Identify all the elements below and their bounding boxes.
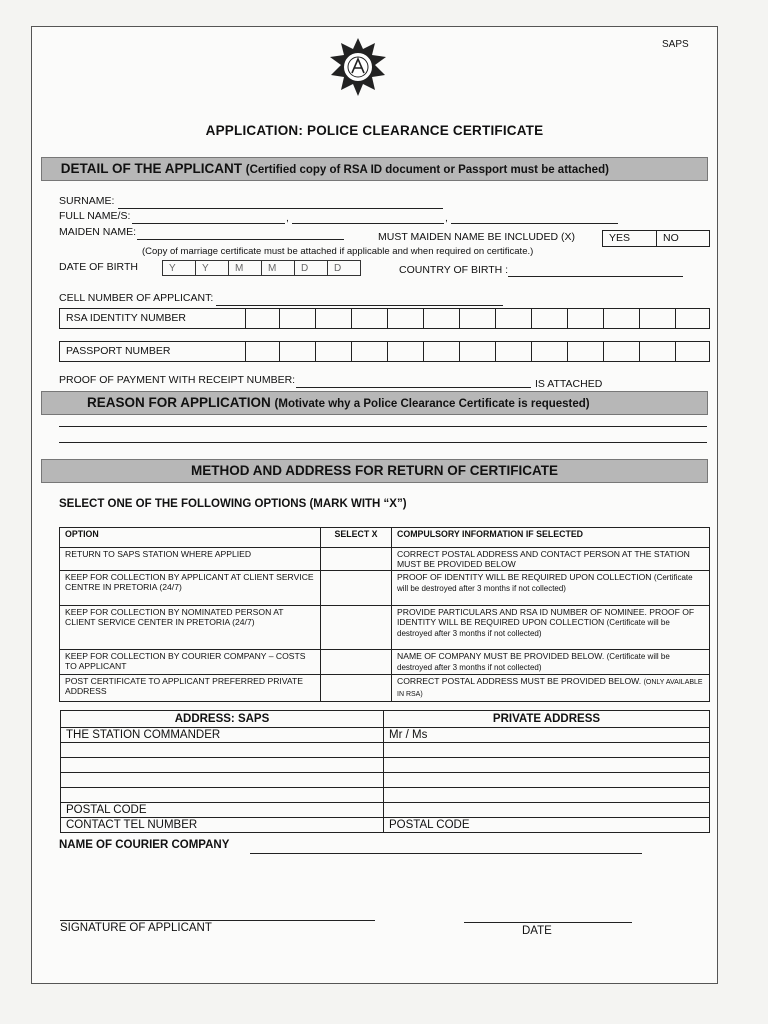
surname-label: SURNAME: — [59, 195, 115, 207]
applicant-section-header — [41, 157, 708, 181]
country-field[interactable] — [508, 276, 683, 277]
rsa-id-label: RSA IDENTITY NUMBER — [66, 312, 186, 324]
applicant-note: (Certified copy of RSA ID document or Passport must be attached) — [245, 164, 609, 176]
maiden-no-box[interactable]: NO — [656, 230, 710, 247]
cell-label: CELL NUMBER OF APPLICANT: — [59, 292, 214, 304]
maiden-included-label: MUST MAIDEN NAME BE INCLUDED (X) — [378, 231, 575, 243]
passport-field[interactable] — [59, 341, 710, 362]
select-cell[interactable] — [321, 548, 392, 571]
dob-cell[interactable]: Y — [195, 260, 229, 276]
payment-label: PROOF OF PAYMENT WITH RECEIPT NUMBER: — [59, 374, 296, 386]
dob-cell[interactable]: M — [261, 260, 295, 276]
private-address-line[interactable] — [384, 803, 710, 818]
private-address-line[interactable] — [384, 788, 710, 803]
saps-address-line[interactable] — [61, 773, 384, 788]
maiden-label: MAIDEN NAME: — [59, 226, 137, 238]
table-row — [60, 548, 710, 571]
select-cell[interactable] — [321, 571, 392, 606]
select-cell[interactable] — [321, 650, 392, 675]
method-section-header — [41, 459, 708, 483]
option-text: KEEP FOR COLLECTION BY NOMINATED PERSON AT CLIENT SERVICE CENTER IN PRETORIA (24/7) — [60, 606, 321, 650]
dob-cell[interactable]: D — [294, 260, 328, 276]
table-row — [60, 675, 710, 702]
payment-field[interactable] — [296, 387, 531, 388]
private-address-heading: PRIVATE ADDRESS — [384, 711, 710, 728]
option-text: POST CERTIFICATE TO APPLICANT PREFERRED PRIVATE ADDRESS — [60, 675, 321, 702]
saps-postal-code[interactable]: POSTAL CODE — [61, 803, 384, 818]
private-postal-code[interactable]: POSTAL CODE — [384, 818, 710, 833]
dob-field[interactable] — [162, 260, 360, 276]
passport-label: PASSPORT NUMBER — [66, 345, 171, 357]
saps-contact-tel[interactable]: CONTACT TEL NUMBER — [61, 818, 384, 833]
select-cell[interactable] — [321, 606, 392, 650]
saps-crest-icon — [328, 37, 388, 97]
private-address-line[interactable] — [384, 758, 710, 773]
fullnames-label: FULL NAME/S: — [59, 210, 131, 222]
table-row — [60, 650, 710, 675]
form-page: SAPS APPLICATION: POLICE CLEARANCE CERTIFICATE DETAIL OF THE APPLICANT (Certified copy of RSA ID document or Passport must be attached) SURNAME: FULL NAME/S: , , MAIDEN NAME: MUST MAIDEN NAME BE INCLUDED (X) YES NO (Copy of marriage certificate must be attached if applicable and when required on certificate.) DATE OF BIRTH Y Y M M D D COUNTRY OF BIRTH : CELL NUMBER OF APPLICANT: RSA IDENTITY NUMBER PASSPORT NUMBER PROOF OF PAYMENT WITH RECEIPT NUMBER: IS ATTACHED REASON FOR APPLICATION (Motivate why a Police Clearance Certificate is requested) METHOD AND ADDRESS FOR RETURN OF CERTIFICATE SELECT ONE OF THE FOLLOWING OPTIONS (MARK WITH “X”) OPTION SELECT X COMPULSORY INFORMATION IF SELECTED RETURN TO SAPS STATION WHERE APPLIED CORRECT POSTAL ADDRESS AND CONTACT PERSON AT THE STATION MUST BE PROVIDED BELOW KEEP FOR COLLECTION BY APPLICANT AT CLIENT SERVICE CENTRE IN PRETORIA (24/7) PROOF OF IDENTITY WILL BE REQUIRED UPON COLLECTION (Certificate will be destroyed after 3 months if not collected) KEEP FOR COLLECTION BY NOMINATED PERSON AT CLIENT SERVICE CENTER IN PRETORIA (24/7) PROVIDE PARTICULARS AND RSA ID NUMBER OF NOMINEE. PROOF OF IDENTITY WILL BE REQUIRED UPON COLLECTION (Certificate will be destroyed after 3 months if not collected) KEEP FOR COLLECTION BY COURIER COMPANY – COSTS TO APPLICANT NAME OF COMPANY MUST BE PROVIDED BELOW. (Certificate will be destroyed after 3 months if not collected) POST CERTIFICATE TO APPLICANT PREFERRED PRIVATE ADDRESS CORRECT POSTAL ADDRESS MUST BE PROVIDED BELOW. (ONLY AVAILABLE IN RSA) ADDRESS: SAPS PRIVATE ADDRESS THE STATION COMMANDER Mr / Ms POSTAL CODE CONTACT TEL NUMBER POSTAL CODE NAME OF COURIER COMPANY SIGNATURE OF APPLICANT DATE — [31, 26, 718, 984]
info-text: NAME OF COMPANY MUST BE PROVIDED BELOW. (Certificate will be destroyed after 3 months if not collected) — [392, 650, 710, 675]
private-address-line[interactable] — [384, 743, 710, 758]
col-select: SELECT X — [321, 528, 392, 548]
attached-label: IS ATTACHED — [535, 378, 603, 390]
table-row — [60, 606, 710, 650]
return-options-table — [59, 527, 710, 702]
select-cell[interactable] — [321, 675, 392, 702]
info-text: CORRECT POSTAL ADDRESS MUST BE PROVIDED BELOW. (ONLY AVAILABLE IN RSA) — [392, 675, 710, 702]
private-address-line[interactable] — [384, 773, 710, 788]
date-field[interactable] — [464, 922, 632, 923]
form-code: SAPS — [662, 39, 689, 50]
form-title: APPLICATION: POLICE CLEARANCE CERTIFICATE — [205, 123, 544, 138]
reason-section-header — [41, 391, 708, 415]
cell-field[interactable] — [216, 305, 503, 306]
signature-field[interactable] — [60, 920, 375, 921]
method-instruction: SELECT ONE OF THE FOLLOWING OPTIONS (MARK WITH “X”) — [59, 498, 407, 510]
date-label: DATE — [522, 925, 552, 937]
reason-heading: REASON FOR APPLICATION — [87, 395, 271, 410]
fullname-field-3[interactable] — [451, 223, 618, 224]
col-info: COMPULSORY INFORMATION IF SELECTED — [392, 528, 710, 548]
reason-line-1[interactable] — [59, 426, 707, 427]
address-table — [60, 710, 710, 833]
option-text: KEEP FOR COLLECTION BY COURIER COMPANY – COSTS TO APPLICANT — [60, 650, 321, 675]
info-text: CORRECT POSTAL ADDRESS AND CONTACT PERSON AT THE STATION MUST BE PROVIDED BELOW — [392, 548, 710, 571]
fullname-field-1[interactable] — [132, 223, 285, 224]
fullname-field-2[interactable] — [292, 223, 444, 224]
option-text: RETURN TO SAPS STATION WHERE APPLIED — [60, 548, 321, 571]
dob-cell[interactable]: Y — [162, 260, 196, 276]
courier-label: NAME OF COURIER COMPANY — [59, 839, 230, 851]
method-heading: METHOD AND ADDRESS FOR RETURN OF CERTIFICATE — [191, 463, 558, 478]
maiden-yes-box[interactable]: YES — [602, 230, 657, 247]
info-text: PROOF OF IDENTITY WILL BE REQUIRED UPON COLLECTION (Certificate will be destroyed after 3 months if not collected) — [392, 571, 710, 606]
option-text: KEEP FOR COLLECTION BY APPLICANT AT CLIENT SERVICE CENTRE IN PRETORIA (24/7) — [60, 571, 321, 606]
saps-address-line[interactable] — [61, 788, 384, 803]
table-row — [60, 571, 710, 606]
dob-label: DATE OF BIRTH — [59, 261, 138, 273]
saps-address-line[interactable] — [61, 758, 384, 773]
saps-address-line[interactable] — [61, 743, 384, 758]
surname-field[interactable] — [118, 208, 443, 209]
maiden-field[interactable] — [137, 239, 344, 240]
dob-cell[interactable]: D — [327, 260, 361, 276]
country-label: COUNTRY OF BIRTH : — [399, 264, 509, 276]
col-option: OPTION — [60, 528, 321, 548]
applicant-heading: DETAIL OF THE APPLICANT — [60, 161, 243, 176]
reason-line-2[interactable] — [59, 442, 707, 443]
reason-note: (Motivate why a Police Clearance Certificate is requested) — [274, 398, 590, 410]
info-text: PROVIDE PARTICULARS AND RSA ID NUMBER OF NOMINEE. PROOF OF IDENTITY WILL BE REQUIRED UPON COLLECTION (Certificate will be destroyed after 3 months if not collected) — [392, 606, 710, 650]
dob-cell[interactable]: M — [228, 260, 262, 276]
saps-address-line[interactable]: THE STATION COMMANDER — [61, 728, 384, 743]
signature-label: SIGNATURE OF APPLICANT — [60, 922, 212, 934]
saps-address-heading: ADDRESS: SAPS — [61, 711, 384, 728]
marriage-note: (Copy of marriage certificate must be attached if applicable and when required on certificate.) — [142, 246, 534, 257]
courier-field[interactable] — [250, 853, 642, 854]
rsa-id-field[interactable] — [59, 308, 710, 329]
private-address-line[interactable]: Mr / Ms — [384, 728, 710, 743]
